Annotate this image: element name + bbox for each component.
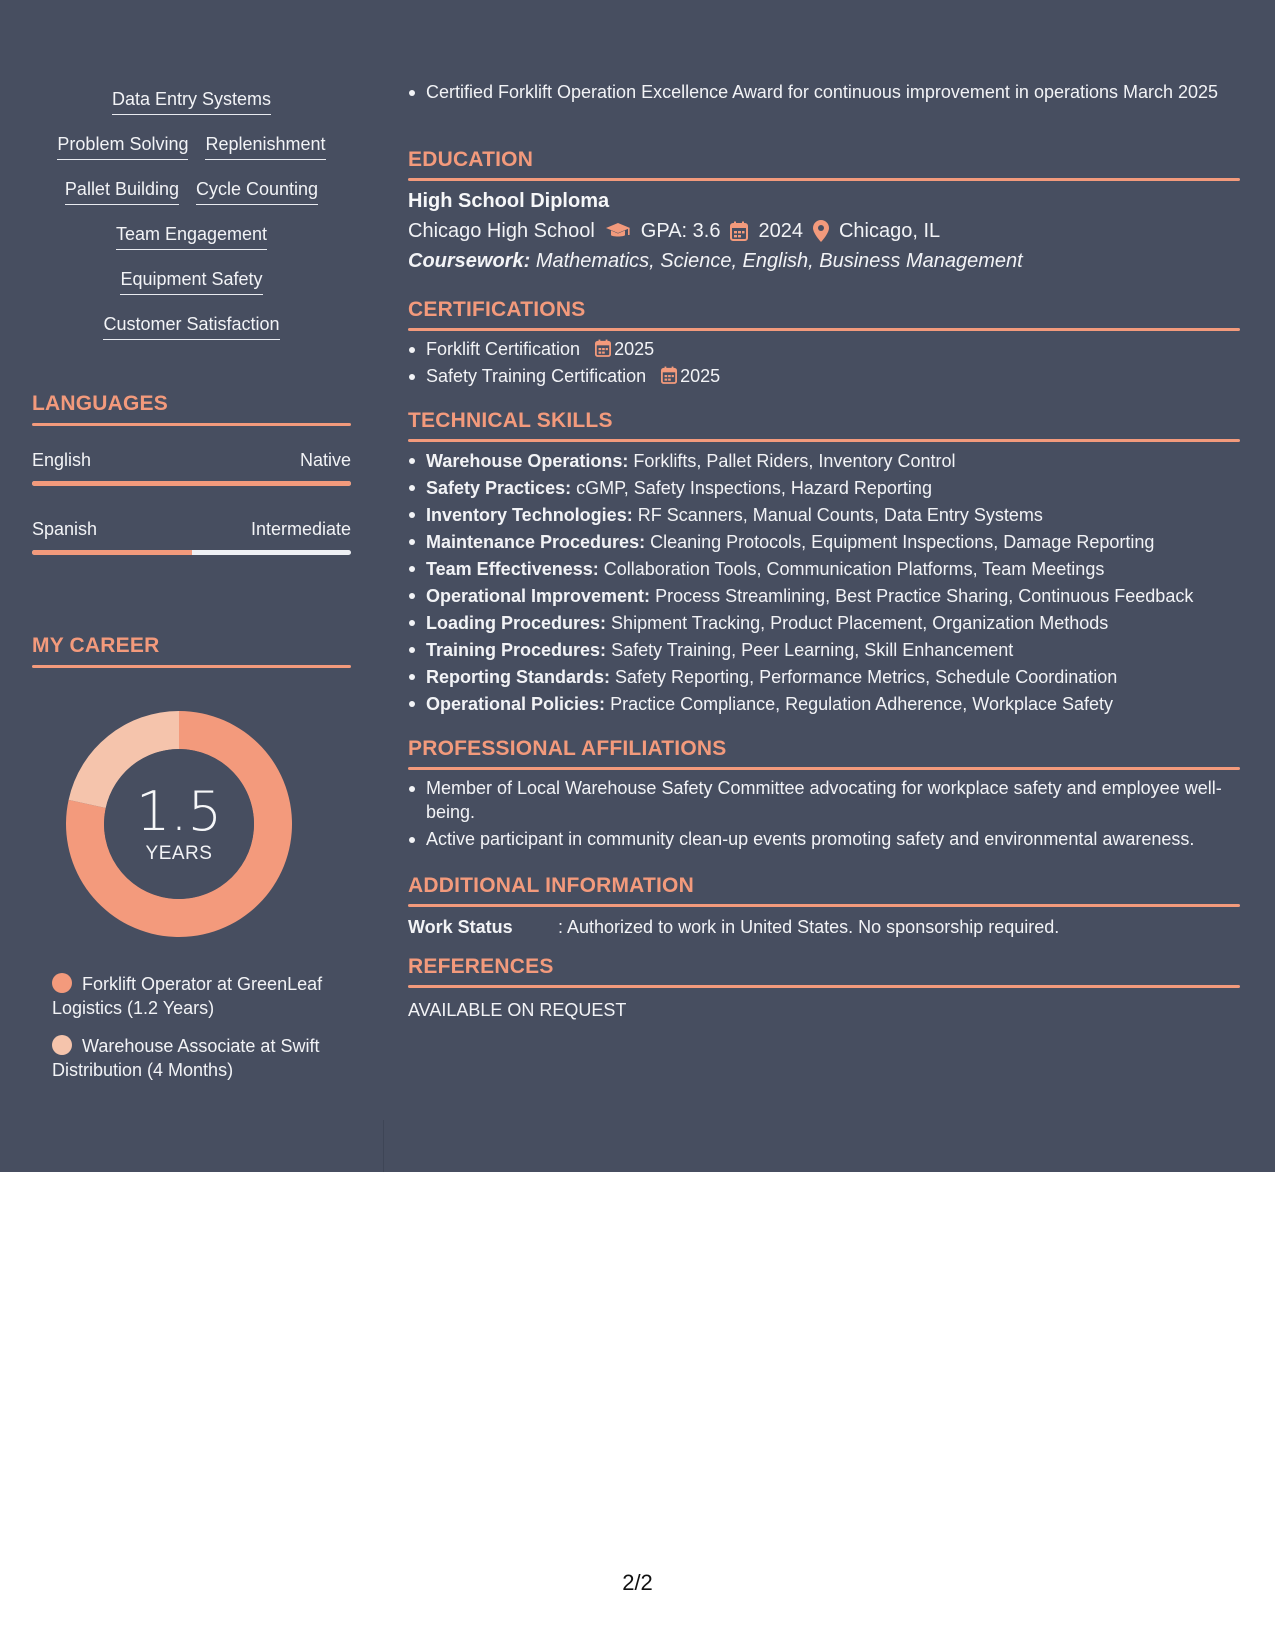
- career-unit: YEARS: [145, 843, 213, 864]
- certification-name: Safety Training Certification: [426, 366, 647, 386]
- degree-title: High School Diploma: [408, 190, 610, 212]
- proficiency-fill: [32, 481, 351, 486]
- technical-skills-section: [408, 408, 1240, 718]
- language-name: Spanish: [32, 519, 98, 539]
- technical-skill-label: Warehouse Operations:: [426, 451, 629, 471]
- legend-item: [52, 972, 332, 1020]
- additional-info-section: [408, 873, 1240, 939]
- technical-skill-values: cGMP, Safety Inspections, Hazard Reporting: [576, 478, 932, 498]
- section-rule: [408, 767, 1240, 770]
- donut-center: [66, 711, 292, 937]
- technical-skill-item: [408, 529, 1240, 556]
- proficiency-bar: [32, 481, 351, 486]
- skill-tag: Team Engagement: [116, 223, 267, 250]
- language-level: Intermediate: [250, 519, 351, 539]
- technical-skill-label: Team Effectiveness:: [426, 559, 599, 579]
- skill-row: [32, 268, 351, 295]
- career-donut-chart: [66, 711, 292, 937]
- school-name: Chicago High School: [408, 220, 595, 242]
- language-level: Native: [299, 450, 351, 470]
- column-divider: [383, 1120, 384, 1172]
- gpa-value: GPA: 3.6: [640, 220, 721, 242]
- technical-skill-label: Inventory Technologies:: [426, 505, 633, 525]
- language-english: [32, 449, 351, 486]
- skill-tag: Pallet Building: [65, 178, 179, 205]
- technical-skill-label: Operational Policies:: [426, 694, 606, 714]
- technical-skill-item: [408, 583, 1240, 610]
- skill-tag: Problem Solving: [57, 133, 188, 160]
- page-number: 2/2: [622, 1570, 653, 1595]
- technical-skill-values: Safety Training, Peer Learning, Skill Enhancement: [611, 640, 1014, 660]
- technical-skill-item: [408, 610, 1240, 637]
- skill-row: [32, 313, 351, 340]
- career-title: MY CAREER: [32, 634, 160, 657]
- technical-skill-item: [408, 502, 1240, 529]
- languages-title: LANGUAGES: [32, 392, 168, 415]
- skill-row: [32, 88, 351, 115]
- affiliations-section: [408, 736, 1240, 851]
- legend-text: Warehouse Associate at Swift Distribution (4 Months): [52, 1036, 320, 1080]
- additional-info-title: ADDITIONAL INFORMATION: [408, 874, 694, 897]
- career-section: [32, 633, 351, 668]
- certification-name: Forklift Certification: [426, 339, 581, 359]
- calendar-icon: [595, 339, 611, 357]
- technical-skill-values: RF Scanners, Manual Counts, Data Entry Systems: [637, 505, 1043, 525]
- legend-dot: [52, 973, 72, 993]
- proficiency-bar: [32, 550, 351, 555]
- technical-skills-title: TECHNICAL SKILLS: [408, 409, 613, 432]
- school-location: Chicago, IL: [838, 220, 941, 242]
- legend-item: [52, 1034, 332, 1082]
- career-total: 1.5: [136, 780, 222, 843]
- references-title: REFERENCES: [408, 955, 554, 978]
- technical-skill-label: Safety Practices:: [426, 478, 572, 498]
- skill-row: [32, 178, 351, 205]
- skill-tag: Equipment Safety: [120, 268, 262, 295]
- technical-skill-label: Reporting Standards:: [426, 667, 611, 687]
- technical-skill-values: Forklifts, Pallet Riders, Inventory Control: [633, 451, 956, 471]
- coursework: [408, 248, 1240, 274]
- education-section: [408, 147, 1240, 274]
- section-rule: [408, 985, 1240, 988]
- section-rule: [408, 328, 1240, 331]
- affiliation-item: Active participant in community clean-up events promoting safety and environmental awareness.: [408, 827, 1240, 851]
- language-spanish: [32, 518, 351, 555]
- language-name: English: [32, 450, 92, 470]
- proficiency-fill: [32, 550, 192, 555]
- work-status-label: Work Status: [408, 917, 513, 937]
- skill-tag: Customer Satisfaction: [103, 313, 279, 340]
- references-text: AVAILABLE ON REQUEST: [408, 1000, 627, 1020]
- certifications-title: CERTIFICATIONS: [408, 298, 586, 321]
- skill-row: [32, 133, 351, 160]
- education-title: EDUCATION: [408, 148, 534, 171]
- technical-skill-item: [408, 556, 1240, 583]
- coursework-list: Mathematics, Science, English, Business Management: [535, 250, 1023, 272]
- graduation-year: 2024: [758, 220, 803, 242]
- legend-dot: [52, 1035, 72, 1055]
- technical-skill-item: [408, 691, 1240, 718]
- coursework-label: Coursework:: [408, 250, 531, 272]
- skill-tag: Cycle Counting: [196, 178, 318, 205]
- skill-tag: Replenishment: [205, 133, 325, 160]
- affiliations-title: PROFESSIONAL AFFILIATIONS: [408, 737, 727, 760]
- work-status-value: : Authorized to work in United States. No sponsorship required.: [558, 917, 1060, 937]
- calendar-icon: [730, 221, 748, 241]
- technical-skill-item: [408, 448, 1240, 475]
- graduation-cap-icon: [605, 222, 631, 240]
- work-status-row: [408, 915, 1240, 939]
- certification-item: [408, 337, 1240, 361]
- skill-tag: Data Entry Systems: [112, 88, 271, 115]
- technical-skill-label: Operational Improvement:: [426, 586, 651, 606]
- legend-text: Forklift Operator at GreenLeaf Logistics (1.2 Years): [52, 974, 323, 1018]
- certifications-section: [408, 297, 1240, 388]
- references-section: [408, 954, 1240, 1022]
- affiliation-item: Member of Local Warehouse Safety Committee advocating for workplace safety and employee well-being.: [408, 776, 1240, 824]
- languages-section: [32, 391, 351, 426]
- awards-section: [408, 80, 1240, 104]
- technical-skill-values: Process Streamlining, Best Practice Sharing, Continuous Feedback: [655, 586, 1194, 606]
- technical-skill-values: Collaboration Tools, Communication Platforms, Team Meetings: [603, 559, 1105, 579]
- technical-skill-item: [408, 664, 1240, 691]
- education-details: [408, 218, 1240, 244]
- certification-year: 2025: [614, 339, 655, 359]
- technical-skill-values: Shipment Tracking, Product Placement, Organization Methods: [611, 613, 1109, 633]
- technical-skill-label: Training Procedures:: [426, 640, 607, 660]
- technical-skill-item: [408, 475, 1240, 502]
- section-rule: [408, 439, 1240, 442]
- section-rule: [32, 423, 351, 426]
- calendar-icon: [661, 366, 677, 384]
- technical-skill-label: Maintenance Procedures:: [426, 532, 646, 552]
- location-pin-icon: [813, 220, 829, 242]
- certification-year: 2025: [680, 366, 721, 386]
- technical-skill-values: Safety Reporting, Performance Metrics, Schedule Coordination: [615, 667, 1118, 687]
- technical-skill-label: Loading Procedures:: [426, 613, 607, 633]
- section-rule: [32, 665, 351, 668]
- technical-skill-values: Cleaning Protocols, Equipment Inspections, Damage Reporting: [650, 532, 1155, 552]
- section-rule: [408, 904, 1240, 907]
- skill-row: [32, 223, 351, 250]
- technical-skill-values: Practice Compliance, Regulation Adherence, Workplace Safety: [610, 694, 1114, 714]
- technical-skill-item: [408, 637, 1240, 664]
- section-rule: [408, 178, 1240, 181]
- award-item: Certified Forklift Operation Excellence Award for continuous improvement in operations March 2025: [408, 80, 1240, 104]
- certification-item: [408, 364, 1240, 388]
- technical-skills-list: [408, 448, 1240, 718]
